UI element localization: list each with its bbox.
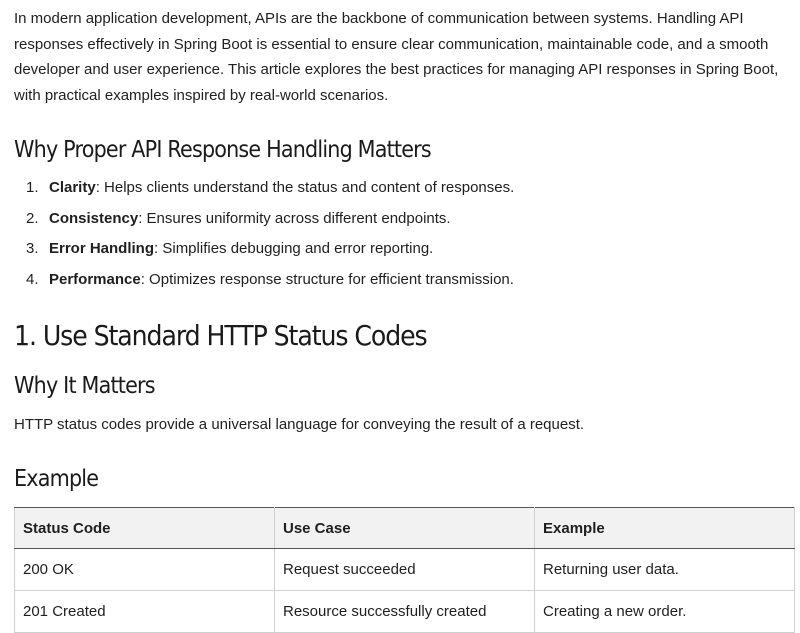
example-heading: Example [14,466,99,492]
section-title: 1. Use Standard HTTP Status Codes [14,319,427,352]
table-row [15,549,795,591]
table-cell: Request succeeded [275,549,535,591]
list-item [14,179,514,210]
list-item [14,271,514,302]
list-number: 2. [26,209,39,227]
list-item [14,210,514,241]
table-cell: Returning user data. [535,549,795,591]
column-header: Use Case [275,508,535,549]
list-term: Clarity [49,179,96,196]
column-header: Status Code [15,508,275,549]
table-cell: Resource successfully created [275,591,535,633]
list-item [14,240,514,271]
list-desc: : Ensures uniformity across different endpoints. [138,209,451,227]
list-number: 3. [26,240,39,257]
list-term: Consistency [49,209,139,227]
list-desc: : Simplifies debugging and error reporting. [154,240,434,257]
intro-paragraph: In modern application development, APIs are the backbone of communication between systems. Handling API responses effectively in Spring Boot is essential to ensure clear communication, maintainable code, and a smooth developer and user experience. This article explores the best practices for managing API responses in Spring Boot, with practical examples inspired by real-world scenarios. [14,10,779,104]
table-cell: 201 Created [15,591,275,633]
article-content [14,6,800,620]
list-desc: : Helps clients understand the status and content of responses. [95,179,515,196]
why-matters-heading: Why It Matters [14,373,155,399]
list-number: 4. [26,270,39,288]
list-number: 1. [26,179,39,196]
why-matters-text: HTTP status codes provide a universal language for conveying the result of a request. [14,416,585,433]
table-row [15,591,795,633]
table-cell: Creating a new order. [535,591,795,633]
status-code-table [14,507,795,633]
table-cell: 200 OK [15,549,275,591]
reasons-list [14,179,514,301]
list-term: Performance [49,270,141,288]
column-header: Example [535,508,795,549]
list-desc: : Optimizes response structure for efficient transmission. [140,270,514,288]
why-proper-heading: Why Proper API Response Handling Matters [14,137,431,163]
table-header-row [15,508,795,549]
list-term: Error Handling [49,240,155,257]
